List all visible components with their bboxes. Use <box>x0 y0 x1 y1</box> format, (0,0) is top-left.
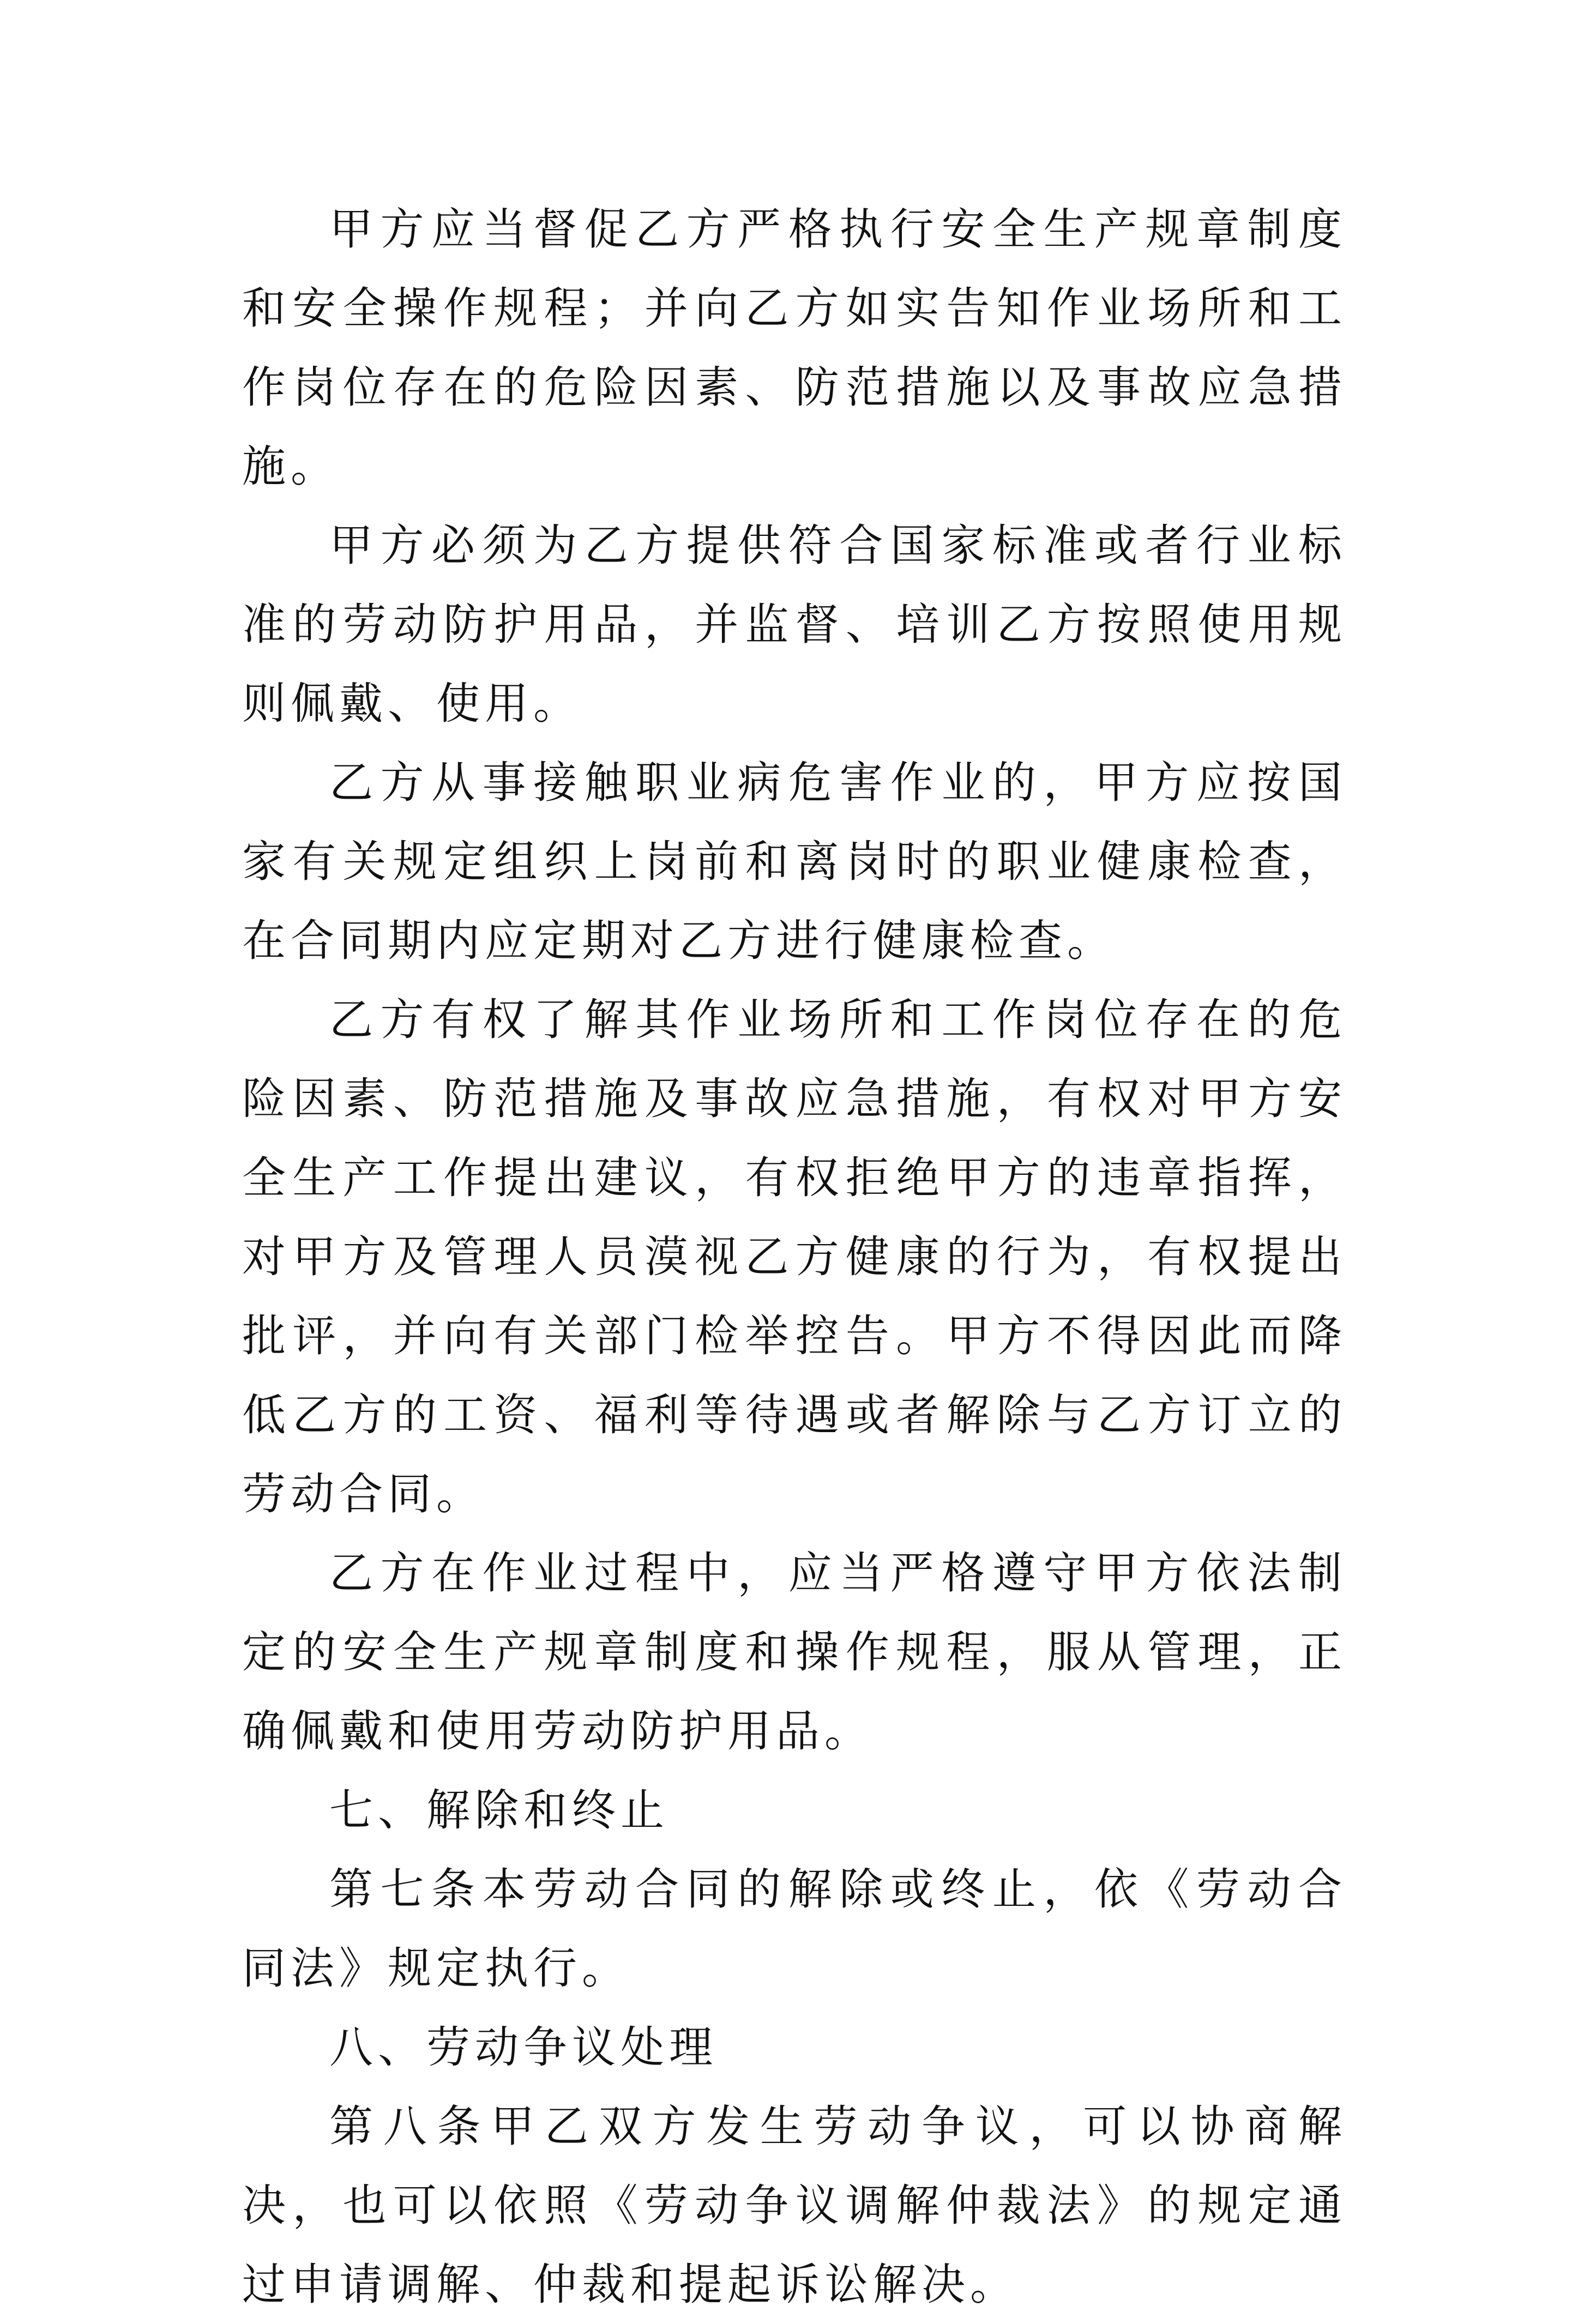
paragraph-employee-rights: 乙方有权了解其作业场所和工作岗位存在的危险因素、防范措施及事故应急措施，有权对甲方安全生产工作提出建议，有权拒绝甲方的违章指挥，对甲方及管理人员漠视乙方健康的行为，有权提出批评，并向有关部门检举控告。甲方不得因此而降低乙方的工资、福利等待遇或者解除与乙方订立的劳动合同。 <box>242 994 1347 1519</box>
section-heading-termination: 七、解除和终止 <box>329 1785 669 1836</box>
paragraph-protective-equipment: 甲方必须为乙方提供符合国家标准或者行业标准的劳动防护用品，并监督、培训乙方按照使用规则佩戴、使用。 <box>242 520 1347 729</box>
article-eight: 第八条甲乙双方发生劳动争议，可以协商解决，也可以依照《劳动争议调解仲裁法》的规定通过申请调解、仲裁和提起诉讼解决。 <box>242 2101 1347 2310</box>
document-body <box>242 190 1347 2324</box>
paragraph-safety-supervision: 甲方应当督促乙方严格执行安全生产规章制度和安全操作规程；并向乙方如实告知作业场所和工作岗位存在的危险因素、防范措施以及事故应急措施。 <box>242 204 1347 492</box>
section-heading-dispute: 八、劳动争议处理 <box>329 2022 718 2073</box>
paragraph-employee-obligations: 乙方在作业过程中，应当严格遵守甲方依法制定的安全生产规章制度和操作规程，服从管理，正确佩戴和使用劳动防护用品。 <box>242 1548 1347 1756</box>
paragraph-health-examination: 乙方从事接触职业病危害作业的，甲方应按国家有关规定组织上岗前和离岗时的职业健康检查，在合同期内应定期对乙方进行健康检查。 <box>242 757 1347 966</box>
article-seven: 第七条本劳动合同的解除或终止，依《劳动合同法》规定执行。 <box>242 1864 1347 1994</box>
